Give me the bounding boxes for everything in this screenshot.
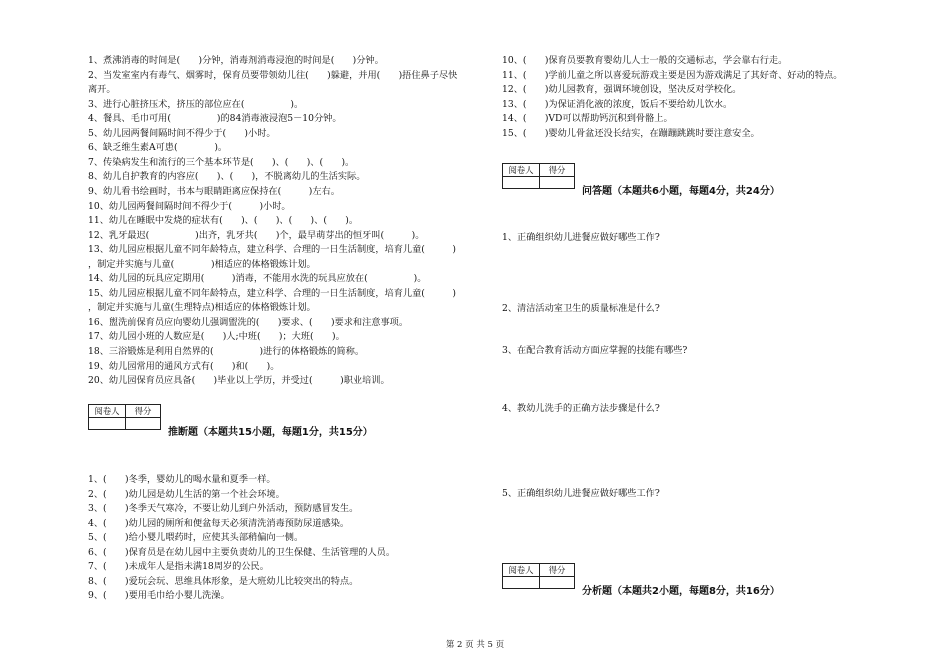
reviewer-cell[interactable] [503,577,540,589]
judge-item: 11、( )学前儿童之所以喜爱玩游戏主要是因为游戏满足了其好奇、好动的特点。 [502,69,843,81]
reviewer-cell[interactable] [89,418,126,430]
reviewer-cell[interactable] [503,177,540,189]
judge-item: 8、( )爱玩会玩、思维具体形象，是大班幼儿比较突出的特点。 [88,575,359,587]
score-cell[interactable] [126,418,161,430]
qa-item: 2、清洁活动室卫生的质量标准是什么? [502,303,660,314]
page-footer: 第 2 页 共 5 页 [445,640,505,650]
score-box-analysis [502,563,575,589]
judge-item: 13、( )为保证消化液的浓度，饭后不要给幼儿饮水。 [502,98,733,110]
score-label: 得分 [540,164,575,177]
qa-item: 5、正确组织幼儿进餐应做好哪些工作? [502,488,660,499]
qa-item: 4、教幼儿洗手的正确方法步骤是什么? [502,403,660,414]
score-cell[interactable] [540,577,575,589]
section-title-analysis: 分析题（本题共2小题，每题8分，共16分） [582,586,780,597]
judge-item: 7、( )未成年人是指未满18周岁的公民。 [88,561,269,573]
score-label: 得分 [126,405,161,418]
judge-item: 12、( )幼儿园教育，强调环境创设，坚决反对学校化。 [502,84,742,96]
question-line: 11、幼儿在睡眠中发烧的症状有( )、( )、( )、( )。 [88,215,359,227]
question-line: 14、幼儿园的玩具应定期用( )消毒，不能用水洗的玩具应放在( )。 [88,273,427,285]
question-line: 15、幼儿园应根据儿童不同年龄特点，建立科学、合理的一日生活制度，培育儿童( ) [88,287,456,299]
judge-item: 4、( )幼儿园的厕所和便盆每天必须清洗消毒预防尿道感染。 [88,517,350,529]
judge-item: 1、( )冬季，婴幼儿的喝水量和夏季一样。 [88,474,276,485]
reviewer-label: 阅卷人 [503,164,540,177]
question-line: ，制定并实施与儿童(生理特点)相适应的体格锻炼计划。 [88,302,316,314]
question-line: 2、当发室室内有毒气、烟雾时，保育员要带领幼儿往( )躲避，并用( )捂住鼻子尽快 [88,69,458,81]
judge-item: 15、( )婴幼儿骨盆还没长结实，在蹦蹦跳跳时要注意安全。 [502,127,760,139]
question-line: 19、幼儿园常用的通风方式有( )和( )。 [88,360,280,372]
judge-item: 3、( )冬季天气寒冷，不要让幼儿到户外活动，预防感冒发生。 [88,503,359,515]
question-line: 9、幼儿看书绘画时，书本与眼睛距离应保持在( )左右。 [88,185,340,197]
question-line: 18、三浴锻炼是利用自然界的( )进行的体格锻炼的简称。 [88,346,365,357]
question-line: 8、幼儿自护教育的内容应( )、( )，不脱离幼儿的生活实际。 [88,171,366,183]
question-line: ，制定并实施与儿童( )相适应的体格锻炼计划。 [88,258,316,270]
question-line: 10、幼儿园两餐间隔时间不得少于( )小时。 [88,200,291,212]
section-title-qa: 问答题（本题共6小题，每题4分，共24分） [582,186,780,197]
question-line: 17、幼儿园小班的人数应是( )人;中班( )；大班( )。 [88,331,345,343]
question-line: 5、幼儿园两餐间隔时间不得少于( )小时。 [88,127,276,139]
question-line: 4、餐具、毛巾可用( )的84消毒液浸泡5－10分钟。 [88,113,342,125]
judge-item: 5、( )给小婴儿喂药时，应使其头部稍偏向一侧。 [88,532,304,544]
question-line: 7、传染病发生和流行的三个基本环节是( )、( )、( )。 [88,156,355,168]
judge-item: 6、( )保育员是在幼儿园中主要负责幼儿的卫生保健、生活管理的人员。 [88,546,396,558]
score-box-qa [502,163,575,189]
score-label: 得分 [540,564,575,577]
question-line: 离开。 [88,84,116,96]
score-cell[interactable] [540,177,575,189]
question-line: 20、幼儿园保育员应具备( )毕业以上学历，并受过( )职业培训。 [88,375,390,387]
question-line: 13、幼儿园应根据儿童不同年龄特点，建立科学、合理的一日生活制度，培育儿童( ) [88,244,456,256]
question-line: 3、进行心脏挤压术，挤压的部位应在( )。 [88,98,304,110]
qa-item: 3、在配合教育活动方面应掌握的技能有哪些? [502,345,688,356]
judge-item: 10、( )保育员要教育婴幼儿人士一般的交通标志，学会靠右行走。 [502,55,788,66]
score-box-judge [88,404,161,430]
qa-item: 1、正确组织幼儿进餐应做好哪些工作? [502,232,660,243]
question-line: 12、乳牙最迟( )出齐，乳牙共( )个，最早萌芽出的恒牙叫( )。 [88,229,425,241]
question-line: 16、盥洗前保育员应向婴幼儿强调盥洗的( )要求、( )要求和注意事项。 [88,316,409,328]
judge-item: 2、( )幼儿园是幼儿生活的第一个社会环境。 [88,488,285,500]
question-line: 1、煮沸消毒的时间是( )分钟，消毒剂消毒浸泡的时间是( )分钟。 [88,55,384,66]
reviewer-label: 阅卷人 [89,405,126,418]
question-line: 6、缺乏维生素A可患( )。 [88,142,228,154]
section-title-judge: 推断题（本题共15小题，每题1分，共15分） [168,427,373,438]
judge-item: 14、( )VD可以帮助钙沉积到骨骼上。 [502,113,673,125]
judge-item: 9、( )要用毛巾给小婴儿洗澡。 [88,590,230,602]
reviewer-label: 阅卷人 [503,564,540,577]
